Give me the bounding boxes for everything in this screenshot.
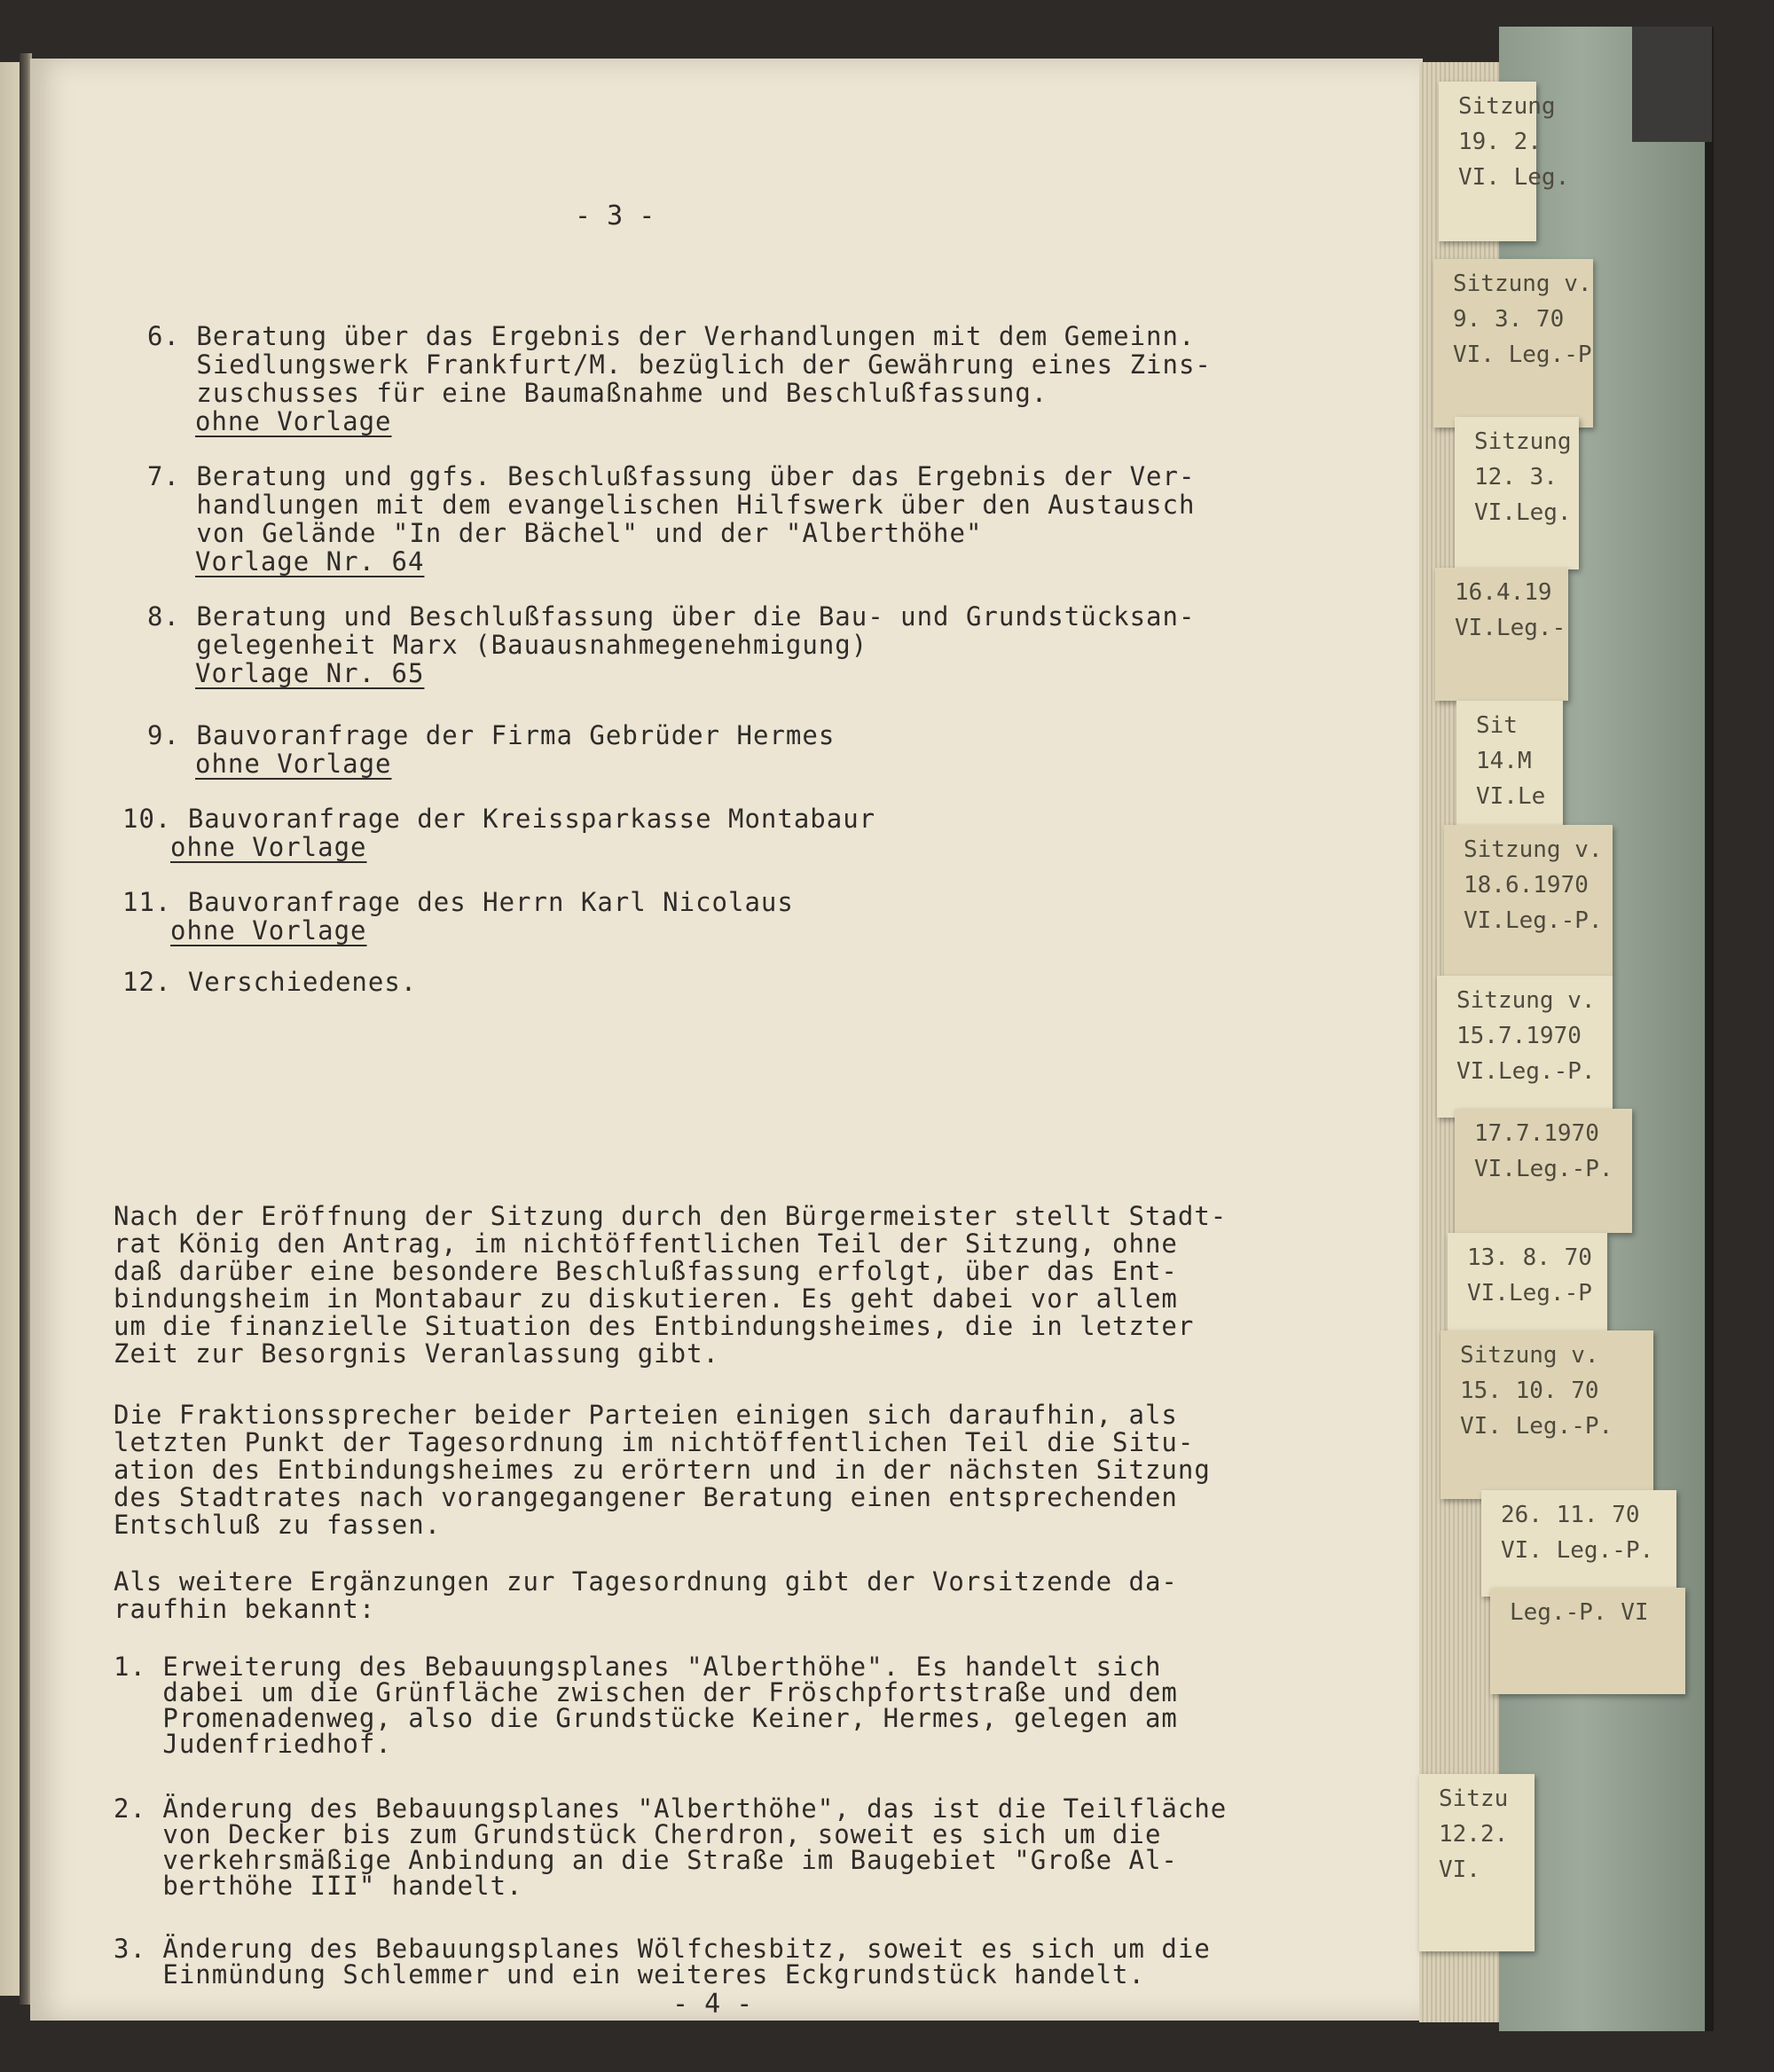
paragraph-line: daß darüber eine besondere Beschlußfassung erfolgt, über das Ent-: [114, 1256, 1178, 1286]
index-tab: Sitzung v. 15. 10. 70 VI. Leg.-P.: [1440, 1330, 1653, 1499]
index-tab: Sitzung 19. 2. VI. Leg.: [1439, 82, 1536, 241]
addition-item-line: dabei um die Grünfläche zwischen der Fröschpfortstraße und dem: [114, 1677, 1178, 1707]
agenda-item-line: 11. Bauvoranfrage des Herrn Karl Nicolaus: [122, 887, 794, 917]
agenda-item-line: 6. Beratung über das Ergebnis der Verhandlungen mit dem Gemeinn.: [147, 321, 1196, 351]
vorlage-label: ohne Vorlage: [170, 832, 367, 862]
paragraph-line: Nach der Eröffnung der Sitzung durch den Bürgermeister stellt Stadt-: [114, 1201, 1228, 1231]
vorlage-label: ohne Vorlage: [195, 749, 392, 779]
index-tab: Sitzu 12.2. VI.: [1419, 1774, 1535, 1951]
index-tab: Leg.-P. VI: [1490, 1588, 1685, 1694]
addition-item-line: von Decker bis zum Grundstück Cherdron, soweit es sich um die: [114, 1819, 1162, 1849]
agenda-item-line: 9. Bauvoranfrage der Firma Gebrüder Hermes: [147, 720, 836, 750]
header-page-number: - 3 -: [575, 200, 655, 232]
agenda-item-line: 12. Verschiedenes.: [122, 967, 418, 997]
agenda-item-line: handlungen mit dem evangelischen Hilfswerk über den Austausch: [147, 490, 1196, 520]
paragraph-line: raufhin bekannt:: [114, 1594, 376, 1624]
paragraph-line: Die Fraktionssprecher beider Parteien einigen sich daraufhin, als: [114, 1400, 1178, 1430]
index-tab: 16.4.19 VI.Leg.-: [1435, 568, 1568, 701]
agenda-item-line: 7. Beratung und ggfs. Beschlußfassung über das Ergebnis der Ver-: [147, 461, 1196, 491]
index-tab: 26. 11. 70 VI. Leg.-P.: [1481, 1490, 1676, 1597]
agenda-item-line: Siedlungswerk Frankfurt/M. bezüglich der Gewährung eines Zins-: [147, 349, 1212, 380]
vorlage-label: ohne Vorlage: [195, 406, 392, 436]
addition-item-line: Judenfriedhof.: [114, 1729, 392, 1759]
paragraph-line: Zeit zur Besorgnis Veranlassung gibt.: [114, 1338, 720, 1369]
addition-item-line: Promenadenweg, also die Grundstücke Keiner, Hermes, gelegen am: [114, 1703, 1178, 1733]
footer-page-number: - 4 -: [672, 1989, 753, 2020]
paragraph-line: Entschluß zu fassen.: [114, 1510, 442, 1540]
binder-corner: [1632, 27, 1712, 142]
paragraph-line: um die finanzielle Situation des Entbindungsheimes, die in letzter: [114, 1311, 1195, 1341]
paragraph-line: Als weitere Ergänzungen zur Tagesordnung gibt der Vorsitzende da-: [114, 1566, 1178, 1597]
index-tab: Sitzung v. 9. 3. 70 VI. Leg.-P: [1433, 259, 1593, 428]
addition-item-line: 2. Änderung des Bebauungsplanes "Alberthöhe", das ist die Teilfläche: [114, 1793, 1228, 1824]
index-tab: 17.7.1970 VI.Leg.-P.: [1455, 1109, 1632, 1233]
addition-item-line: 3. Änderung des Bebauungsplanes Wölfchesbitz, soweit es sich um die: [114, 1934, 1211, 1964]
addition-item-line: Einmündung Schlemmer und ein weiteres Eckgrundstück handelt.: [114, 1959, 1145, 1990]
agenda-item-line: von Gelände "In der Bächel" und der "Alberthöhe": [147, 518, 983, 548]
agenda-item-line: 8. Beratung und Beschlußfassung über die Bau- und Grundstücksan-: [147, 601, 1196, 632]
index-tab: Sitzung v. 18.6.1970 VI.Leg.-P.: [1444, 825, 1613, 976]
agenda-item-line: zuschusses für eine Baumaßnahme und Beschlußfassung.: [147, 378, 1048, 408]
index-tab: 13. 8. 70 VI.Leg.-P: [1448, 1233, 1607, 1348]
index-tab: Sit 14.M VI.Le: [1456, 701, 1563, 843]
vorlage-label: Vorlage Nr. 64: [195, 546, 425, 577]
agenda-item-line: gelegenheit Marx (Bauausnahmegenehmigung): [147, 630, 868, 660]
index-tab: Sitzung v. 15.7.1970 VI.Leg.-P.: [1437, 976, 1613, 1118]
vorlage-label: ohne Vorlage: [170, 915, 367, 946]
addition-item-line: verkehrsmäßige Anbindung an die Straße im Baugebiet "Große Al-: [114, 1845, 1178, 1875]
paragraph-line: ation des Entbindungsheimes zu erörtern und in der nächsten Sitzung: [114, 1455, 1211, 1485]
addition-item-line: berthöhe III" handelt.: [114, 1871, 523, 1901]
paragraph-line: des Stadtrates nach vorangegangener Beratung einen entsprechenden: [114, 1482, 1178, 1512]
index-tab: Sitzung 12. 3. VI.Leg.: [1455, 417, 1579, 569]
paragraph-line: rat König den Antrag, im nichtöffentlichen Teil der Sitzung, ohne: [114, 1228, 1178, 1259]
agenda-item-line: 10. Bauvoranfrage der Kreissparkasse Montabaur: [122, 804, 876, 834]
paragraph-line: bindungsheim in Montabaur zu diskutieren. Es geht dabei vor allem: [114, 1283, 1178, 1314]
addition-item-line: 1. Erweiterung des Bebauungsplanes "Alberthöhe". Es handelt sich: [114, 1652, 1162, 1682]
vorlage-label: Vorlage Nr. 65: [195, 658, 425, 688]
paragraph-line: letzten Punkt der Tagesordnung im nichtöffentlichen Teil die Situ-: [114, 1427, 1195, 1457]
